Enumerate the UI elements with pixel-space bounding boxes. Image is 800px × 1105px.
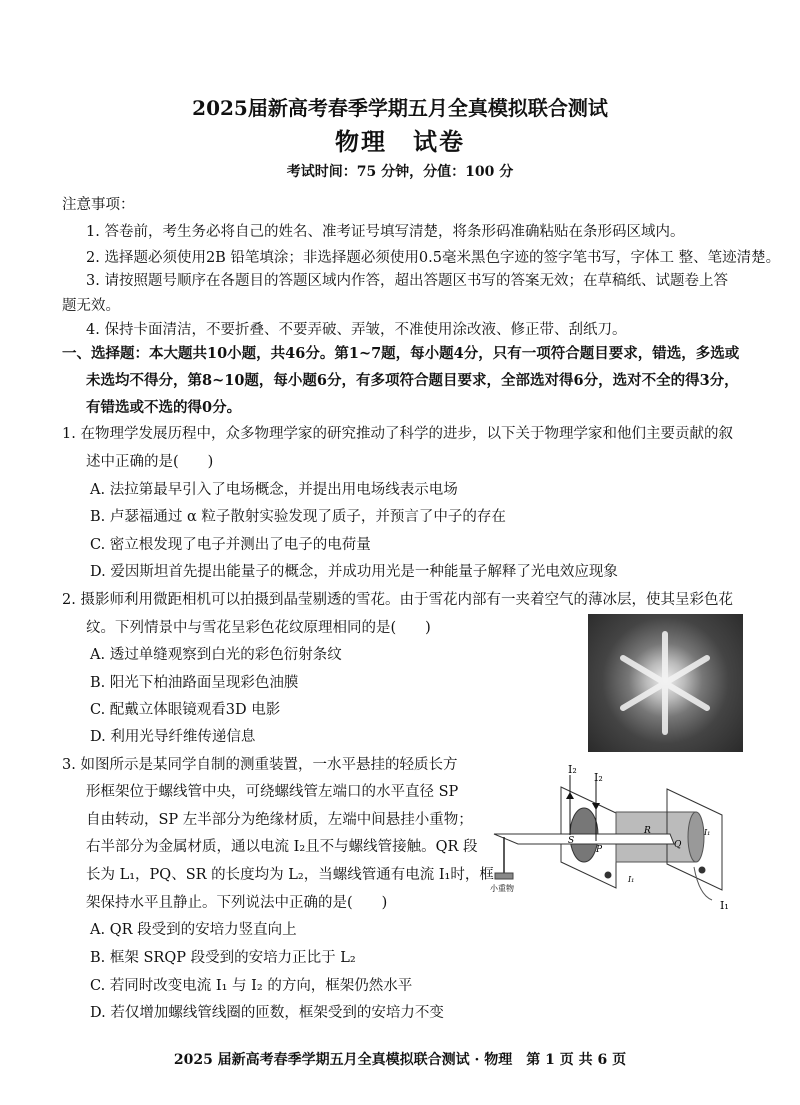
solenoid-diagram <box>484 757 740 957</box>
snowflake-photo <box>588 614 743 752</box>
q3-stem: 形框架位于螺线管中央，可绕螺线管左端口的水平直径 SP <box>86 784 459 800</box>
label-i1: I₁ <box>704 828 711 837</box>
label-i2: I₂ <box>568 763 577 776</box>
q1-option-b: B. 卢瑟福通过 α 粒子散射实验发现了质子，并预言了中子的存在 <box>90 509 506 525</box>
label-r: R <box>644 826 651 836</box>
exam-title: 2025届新高考春季学期五月全真模拟联合测试 <box>192 96 608 120</box>
notice-item: 3. 请按照题号顺序在各题目的答题区域内作答，超出答题区书写的答案无效；在草稿纸、试题卷上答 <box>86 273 728 289</box>
q2-option-d: D. 利用光导纤维传递信息 <box>90 729 256 745</box>
label-p: P <box>596 845 603 855</box>
notice-item: 2. 选择题必须使用2B 铅笔填涂；非选择题必须使用0.5毫米黑色字迹的签字笔书写，字体工 整、笔迹清楚。 <box>86 250 781 266</box>
section-heading: 有错选或不选的得0分。 <box>86 399 242 416</box>
q3-stem: 架保持水平且静止。下列说法中正确的是( ) <box>86 895 388 911</box>
notice-item: 1. 答卷前，考生务必将自己的姓名、准考证号填写清楚，将条形码准确粘贴在条形码区域内。 <box>86 224 685 240</box>
exam-info: 考试时间：75 分钟，分值：100 分 <box>286 164 514 180</box>
q1-option-a: A. 法拉第最早引入了电场概念，并提出用电场线表示电场 <box>90 482 458 498</box>
q2-stem: 纹。下列情景中与雪花呈彩色花纹原理相同的是( ) <box>86 620 431 636</box>
label-q: Q <box>674 840 682 850</box>
section-heading: 未选均不得分，第8~10题，每小题6分，有多项符合题目要求，全部选对得6分，选对不全的得3分， <box>86 372 739 389</box>
label-i2: I₂ <box>594 771 603 784</box>
q1-stem: 述中正确的是( ) <box>86 454 214 470</box>
q3-stem: 右半部分为金属材质，通以电流 I₂且不与螺线管接触。QR 段 <box>86 839 478 855</box>
notice-item: 4. 保持卡面清洁，不要折叠、不要弄破、弄皱，不准使用涂改液、修正带、刮纸刀。 <box>86 322 627 338</box>
label-i1: I₁ <box>628 875 635 884</box>
notice-item: 题无效。 <box>62 298 120 314</box>
snowflake-icon <box>588 614 743 752</box>
q2-option-b: B. 阳光下柏油路面呈现彩色油膜 <box>90 675 299 691</box>
q2-stem: 2. 摄影师利用微距相机可以拍摄到晶莹剔透的雪花。由于雪花内部有一夹着空气的薄冰层，使其呈彩色花 <box>62 592 733 608</box>
q1-stem: 1. 在物理学发展历程中，众多物理学家的研究推动了科学的进步，以下关于物理学家和他们主要贡献的叙 <box>62 426 733 442</box>
q3-option-c: C. 若同时改变电流 I₁ 与 I₂ 的方向，框架仍然水平 <box>90 978 413 994</box>
q2-option-a: A. 透过单缝观察到白光的彩色衍射条纹 <box>90 647 342 663</box>
section-heading: 一、选择题：本大题共10小题，共46分。第1~7题，每小题4分，只有一项符合题目要求，错选，多选或 <box>62 345 740 362</box>
label-weight: 小重物 <box>490 884 514 893</box>
q3-option-b: B. 框架 SRQP 段受到的安培力正比于 L₂ <box>90 950 356 966</box>
q3-stem: 3. 如图所示是某同学自制的测重装置，一水平悬挂的轻质长方 <box>62 757 458 773</box>
q3-option-a: A. QR 段受到的安培力竖直向上 <box>90 922 297 938</box>
label-i1: I₁ <box>720 899 729 912</box>
q1-option-d: D. 爱因斯坦首先提出能量子的概念，并成功用光是一种能量子解释了光电效应现象 <box>90 564 618 580</box>
q2-option-c: C. 配戴立体眼镜观看3D 电影 <box>90 702 281 718</box>
q3-stem: 自由转动，SP 左半部分为绝缘材质，左端中间悬挂小重物； <box>86 812 473 828</box>
label-s: S <box>568 836 575 846</box>
q3-stem: 长为 L₁，PQ、SR 的长度均为 L₂，当螺线管通有电流 I₁时，框 <box>86 867 494 883</box>
subject-title: 物理 试卷 <box>335 127 465 156</box>
q1-option-c: C. 密立根发现了电子并测出了电子的电荷量 <box>90 537 371 553</box>
q3-option-d: D. 若仅增加螺线管线圈的匝数，框架受到的安培力不变 <box>90 1005 444 1021</box>
notice-heading: 注意事项： <box>62 197 135 213</box>
page-footer: 2025 届新高考春季学期五月全真模拟联合测试 · 物理 第 1 页 共 6 页 <box>173 1052 627 1068</box>
